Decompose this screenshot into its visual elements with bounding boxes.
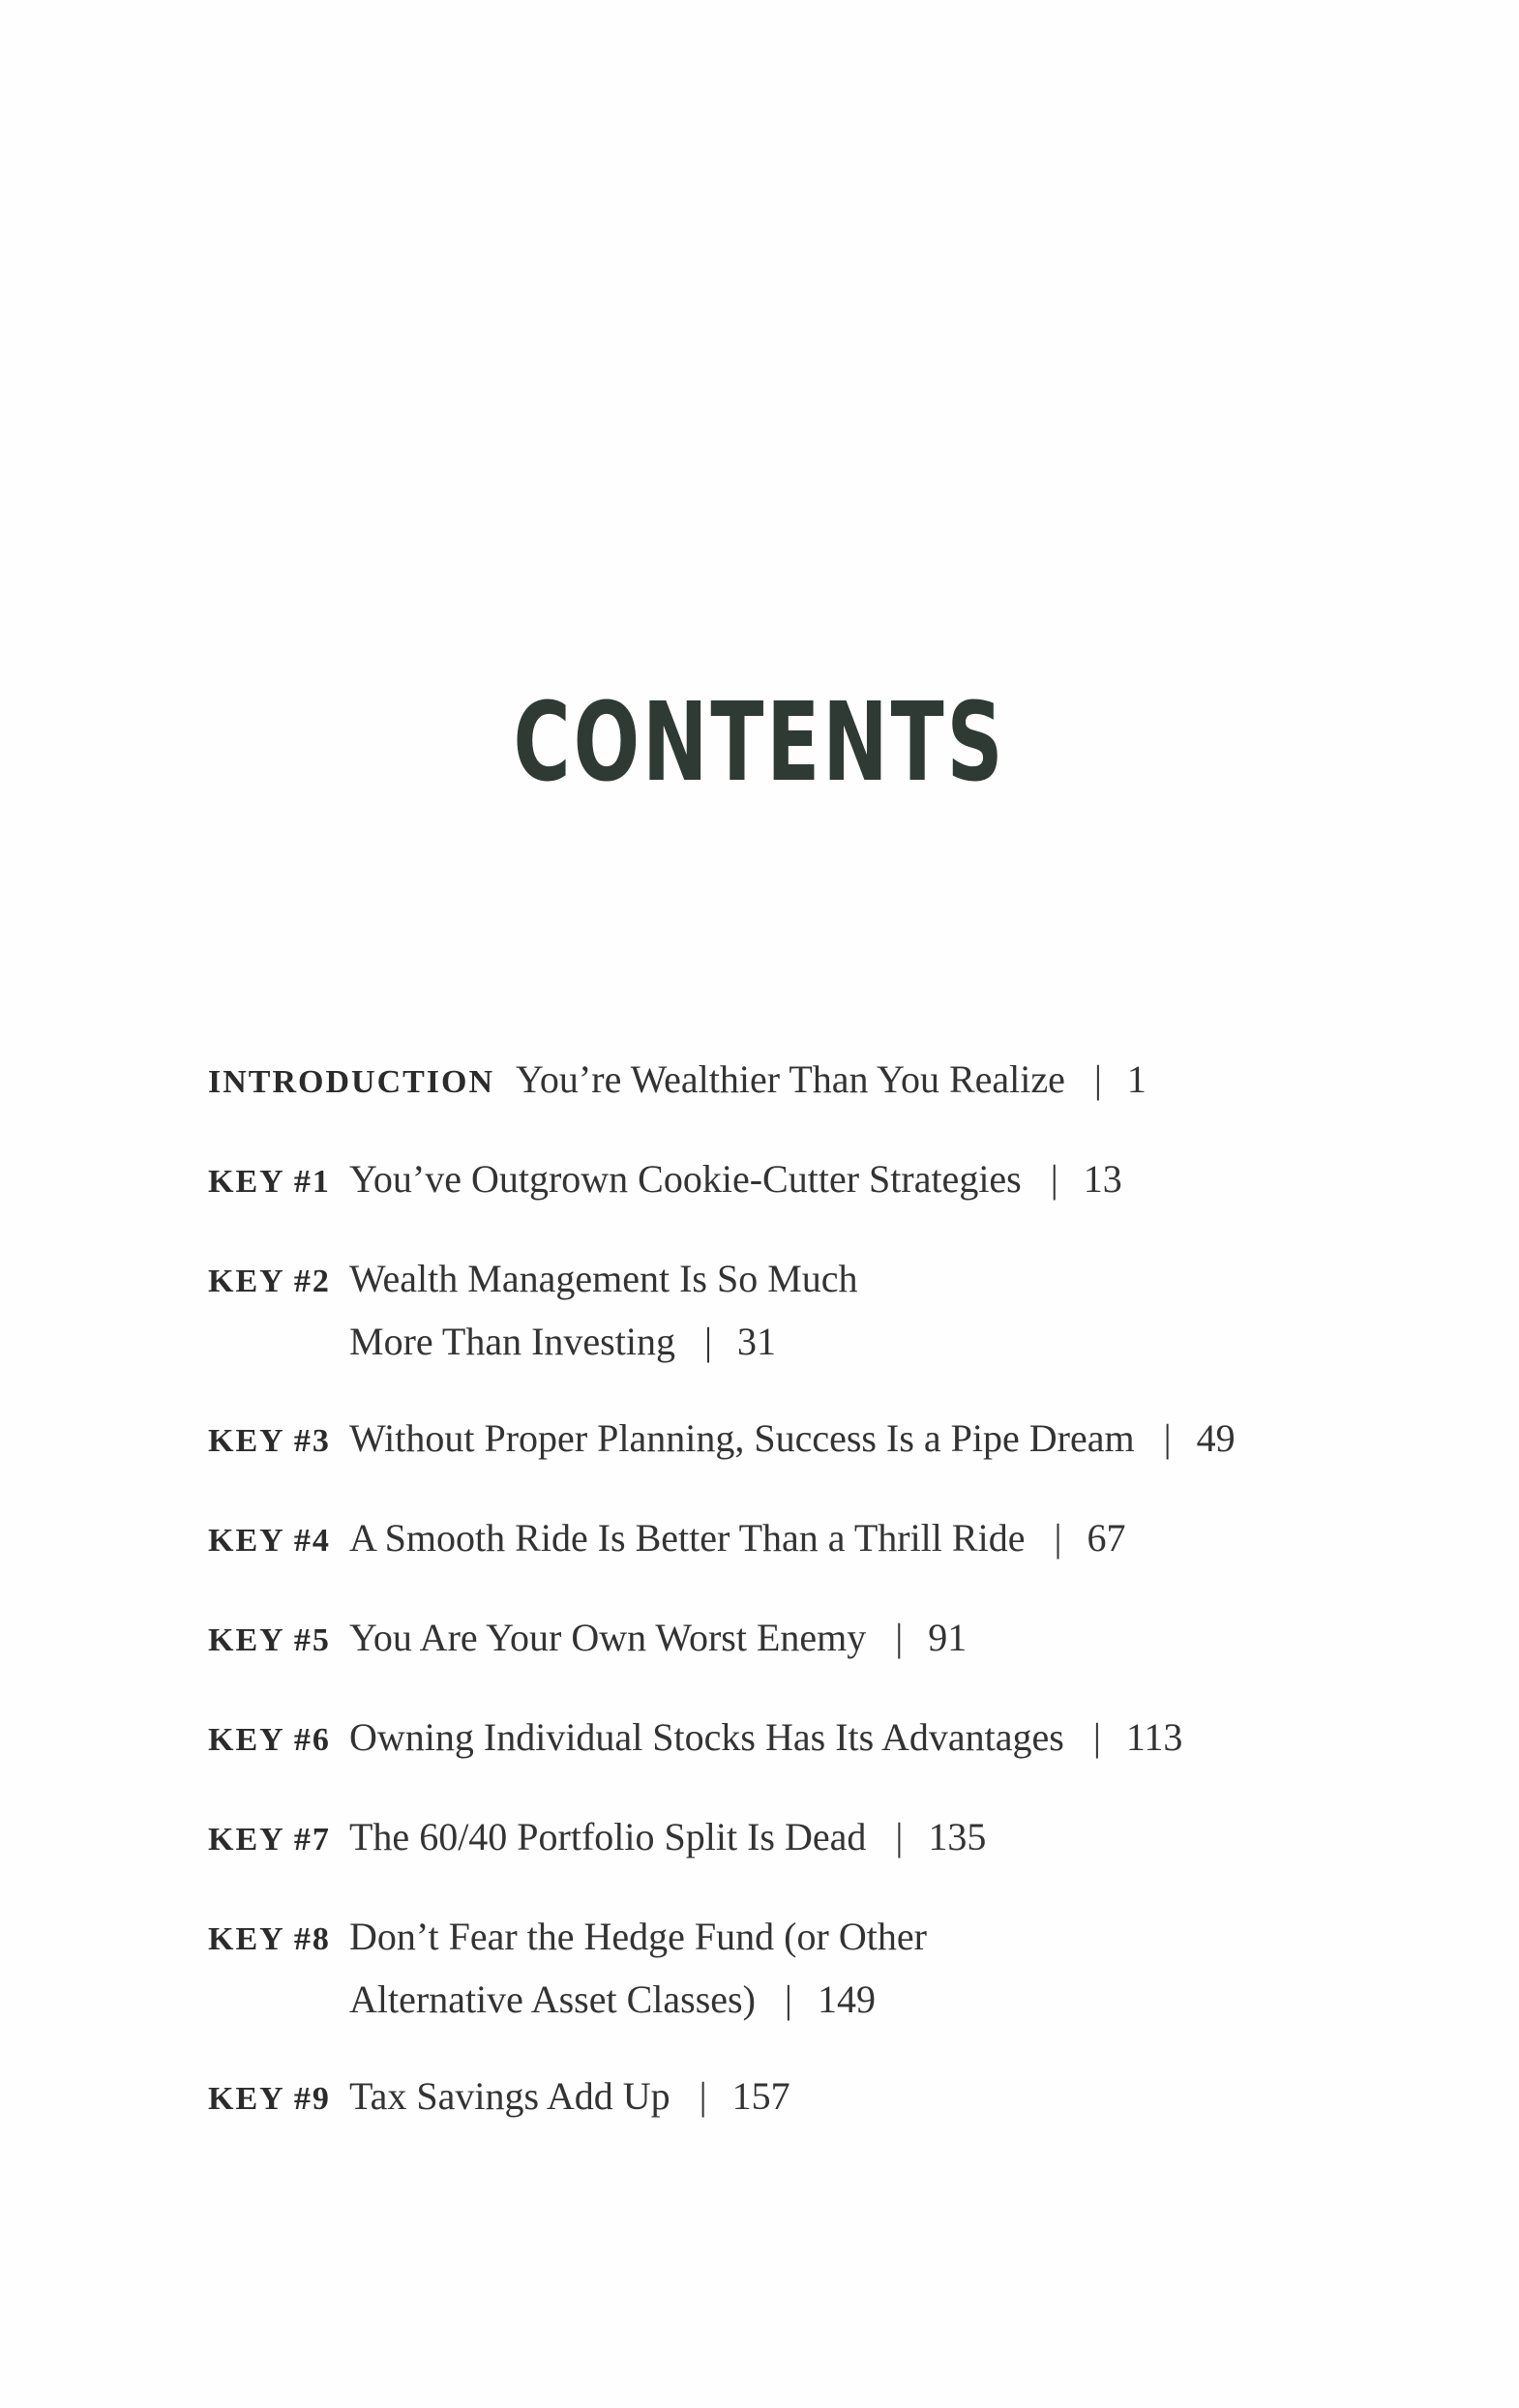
toc-entry-key-6 xyxy=(208,1708,1427,1770)
page-number: 67 xyxy=(1087,1516,1126,1560)
page-number: 149 xyxy=(817,1977,876,2021)
table-of-contents xyxy=(208,1050,1427,2129)
entry-title-line-1: Don’t Fear the Hedge Fund (or Other xyxy=(349,1915,927,1958)
entry-title: You Are Your Own Worst Enemy xyxy=(349,1616,867,1659)
page-number: 113 xyxy=(1125,1715,1183,1759)
separator: | xyxy=(784,1977,792,2021)
entry-label: KEY #2 xyxy=(208,1263,331,1299)
entry-title: Tax Savings Add Up xyxy=(349,2074,670,2118)
toc-entry-key-5 xyxy=(208,1608,1427,1671)
toc-entry-key-3 xyxy=(208,1409,1427,1472)
entry-label: KEY #9 xyxy=(208,2081,331,2117)
page-number: 1 xyxy=(1126,1057,1147,1101)
page-number: 135 xyxy=(928,1815,987,1858)
separator: | xyxy=(1054,1516,1062,1560)
entry-title-line-2: Alternative Asset Classes) xyxy=(349,1977,756,2021)
separator: | xyxy=(895,1616,904,1659)
entry-label: KEY #4 xyxy=(208,1523,331,1559)
separator: | xyxy=(699,2074,707,2118)
entry-label: KEY #5 xyxy=(208,1622,331,1658)
entry-label: KEY #3 xyxy=(208,1423,331,1459)
page-number: 31 xyxy=(737,1320,776,1363)
toc-entry-key-2 xyxy=(208,1249,1427,1372)
entry-label: KEY #1 xyxy=(208,1164,331,1200)
entry-title: You’ve Outgrown Cookie-Cutter Strategies xyxy=(349,1157,1022,1201)
entry-label: KEY #6 xyxy=(208,1722,331,1758)
page-number: 157 xyxy=(731,2074,790,2118)
entry-label: KEY #8 xyxy=(208,1921,331,1957)
entry-title-line-2: More Than Investing xyxy=(349,1320,675,1363)
separator: | xyxy=(1093,1057,1102,1101)
entry-title: You’re Wealthier Than You Realize xyxy=(516,1057,1065,1101)
separator: | xyxy=(1050,1157,1058,1201)
toc-entry-key-4 xyxy=(208,1508,1427,1571)
separator: | xyxy=(895,1815,904,1858)
page-number: 13 xyxy=(1083,1157,1122,1201)
toc-entry-key-8 xyxy=(208,1907,1427,2030)
separator: | xyxy=(1092,1715,1101,1759)
entry-title: Without Proper Planning, Success Is a Pipe Dream xyxy=(349,1416,1135,1460)
toc-entry-key-7 xyxy=(208,1807,1427,1870)
entry-title: A Smooth Ride Is Better Than a Thrill Ride xyxy=(349,1516,1026,1560)
toc-entry-key-9 xyxy=(208,2066,1427,2129)
entry-label: KEY #7 xyxy=(208,1822,331,1858)
entry-title: The 60/40 Portfolio Split Is Dead xyxy=(349,1815,867,1858)
toc-entry-introduction xyxy=(208,1050,1427,1113)
separator: | xyxy=(703,1320,712,1363)
entry-title-line-1: Wealth Management Is So Much xyxy=(349,1257,858,1300)
page-number: 49 xyxy=(1196,1416,1236,1460)
page-number: 91 xyxy=(928,1616,968,1659)
separator: | xyxy=(1163,1416,1172,1460)
page-title: CONTENTS xyxy=(513,680,1006,806)
entry-title: Owning Individual Stocks Has Its Advantages xyxy=(349,1715,1064,1759)
entry-label: INTRODUCTION xyxy=(208,1064,495,1100)
toc-entry-key-1 xyxy=(208,1149,1427,1212)
